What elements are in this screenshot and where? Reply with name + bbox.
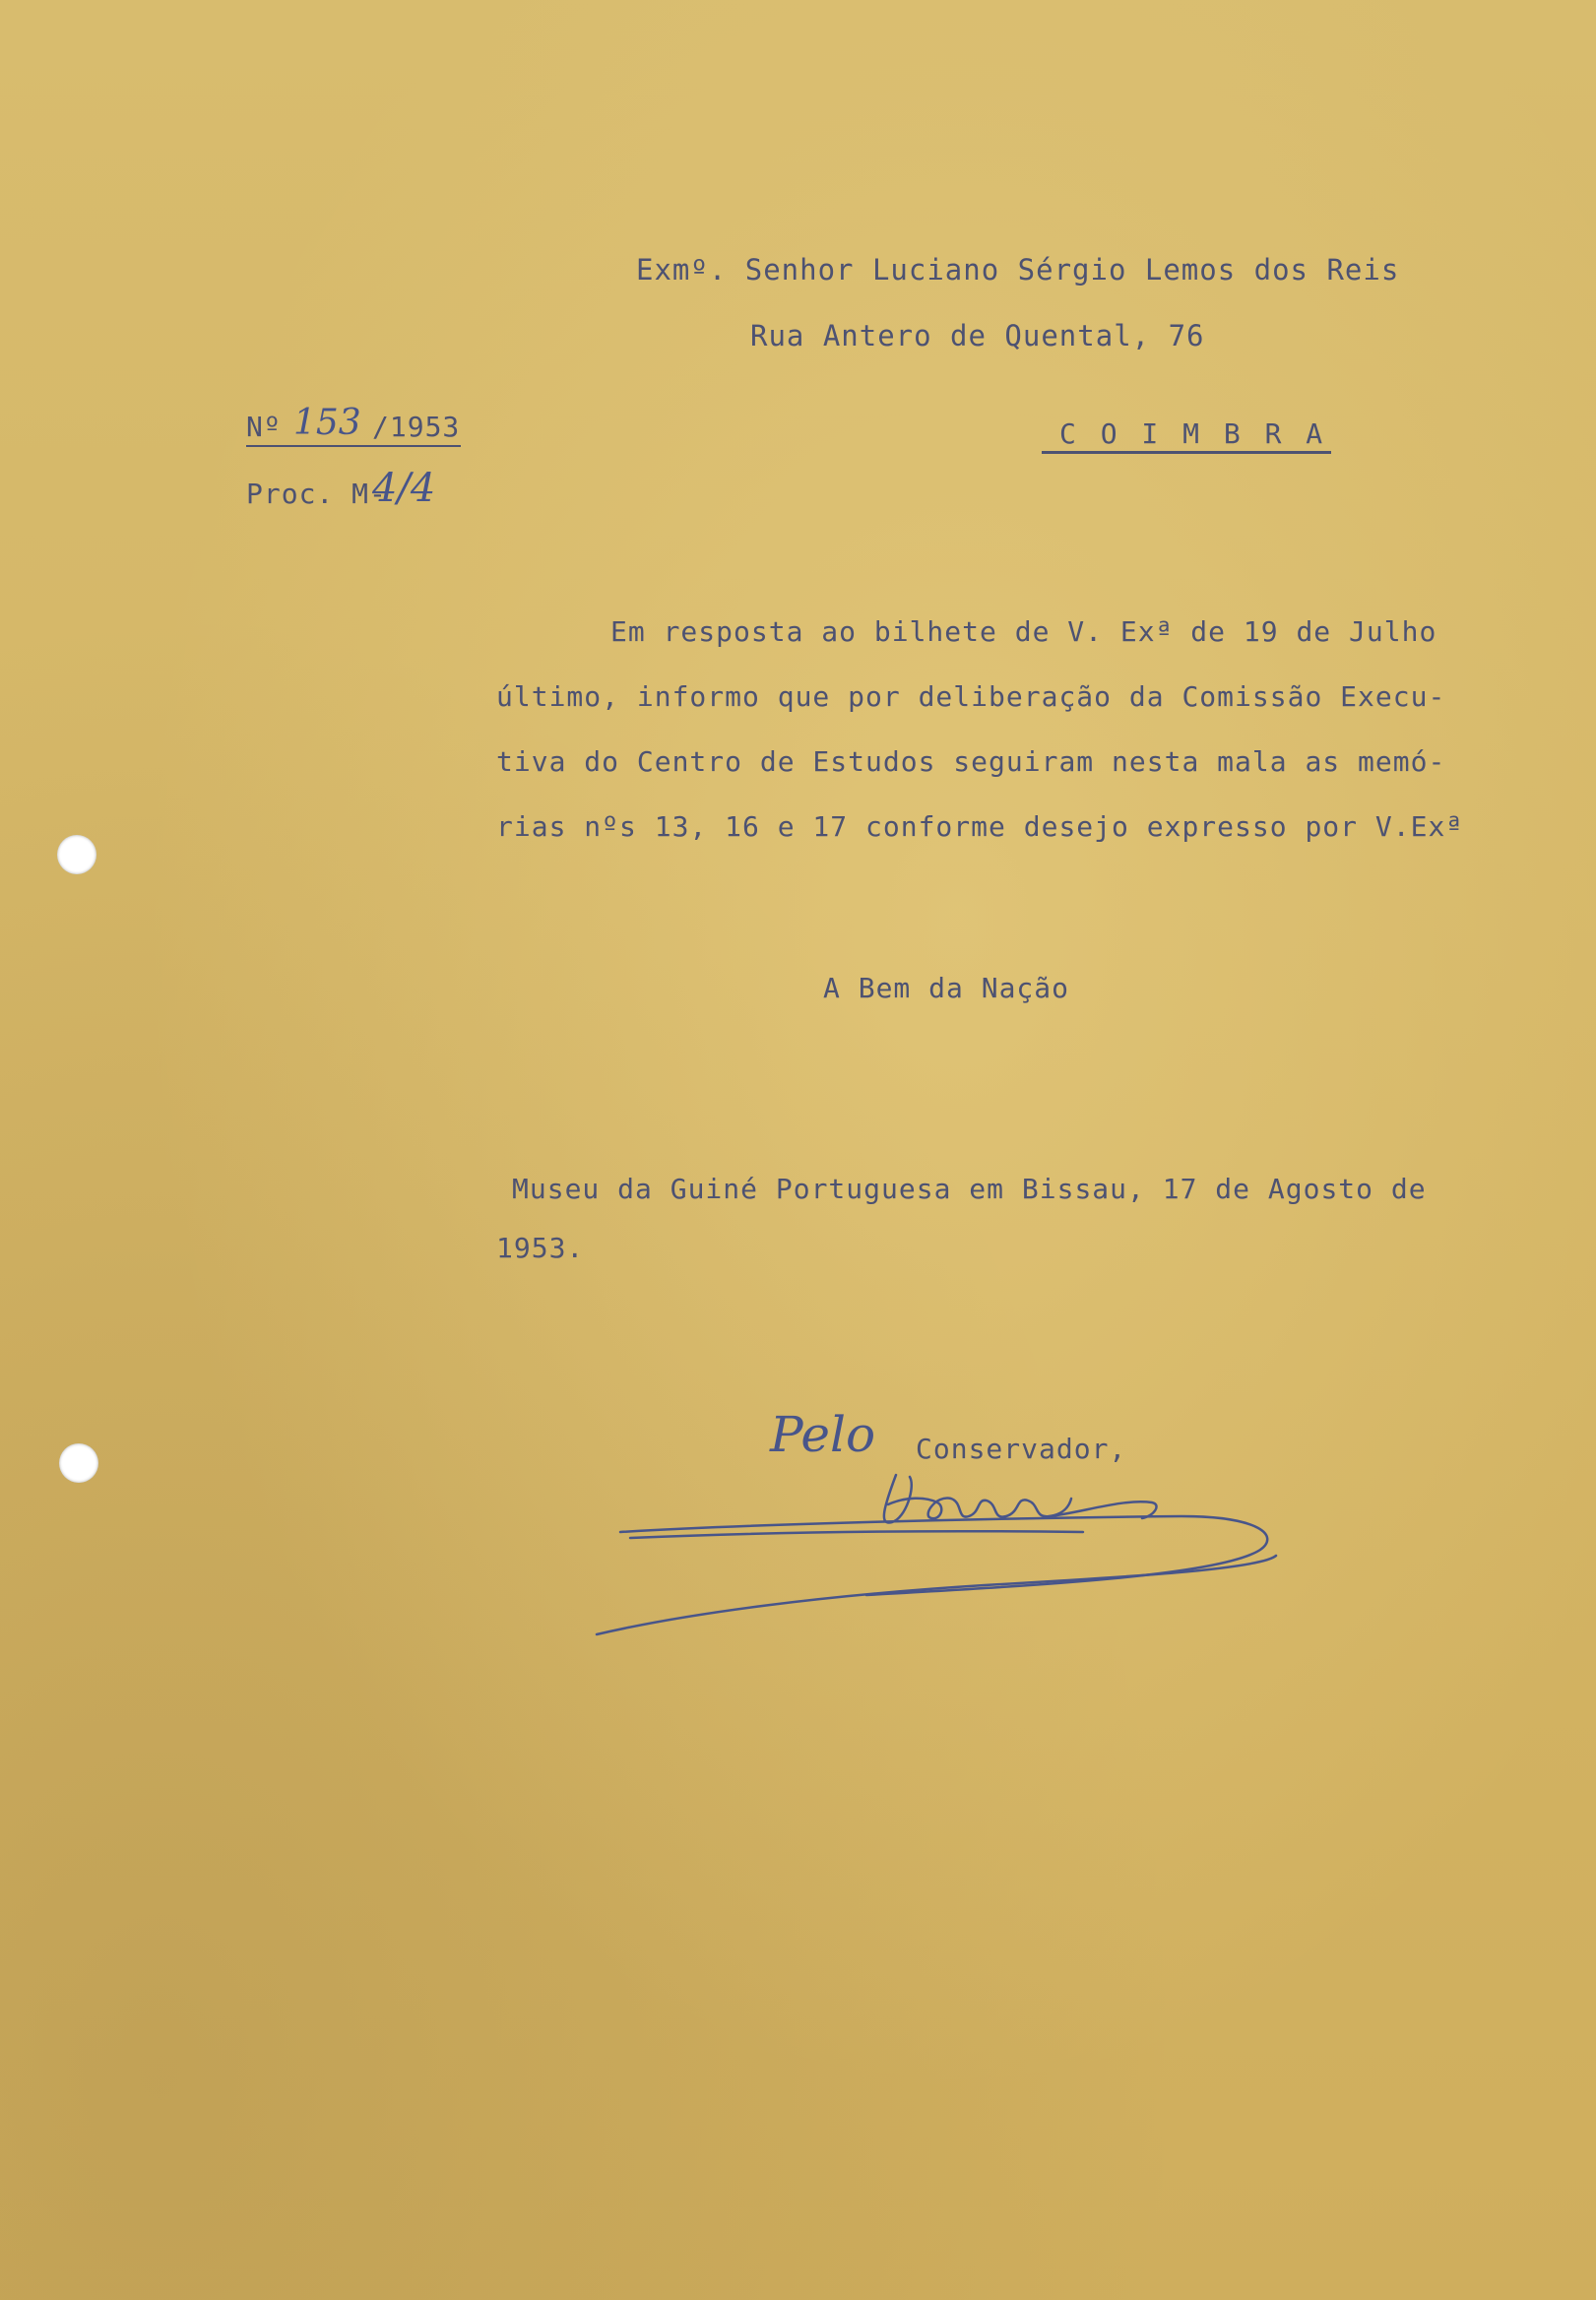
- body-line-3: tiva do Centro de Estudos seguiram nesta mala as memó-: [496, 745, 1446, 778]
- reference-underline: [246, 445, 461, 447]
- reference-number: [246, 403, 473, 453]
- reference-number-year: /1953: [372, 411, 461, 443]
- handwritten-signature: [571, 1447, 1300, 1664]
- addressee-line-2: Rua Antero de Quental, 76: [750, 319, 1205, 352]
- addressee-line-1: Exmº. Senhor Luciano Sérgio Lemos dos Reis: [636, 253, 1400, 287]
- addressee-city: C O I M B R A: [1059, 417, 1327, 450]
- reference-number-handwritten: 153: [293, 403, 361, 443]
- place-date-line-1: Museu da Guiné Portuguesa em Bissau, 17 de Agosto de: [512, 1173, 1427, 1205]
- process-reference: [246, 466, 473, 520]
- reference-number-prefix: Nº: [246, 411, 282, 443]
- punch-hole-bottom: [59, 1443, 98, 1483]
- signature-handwritten-prefix: Pelo: [770, 1406, 876, 1463]
- process-label: Proc. M-: [246, 478, 387, 510]
- signature-typed-title: Conservador,: [916, 1433, 1127, 1465]
- city-underline: [1042, 451, 1331, 454]
- body-line-1: Em resposta ao bilhete de V. Exª de 19 de Julho: [610, 615, 1437, 648]
- punch-hole-top: [57, 835, 96, 874]
- body-line-2: último, informo que por deliberação da Comissão Execu-: [496, 680, 1446, 713]
- body-line-4: rias nºs 13, 16 e 17 conforme desejo expresso por V.Exª: [496, 810, 1464, 843]
- process-handwritten: 4/4: [372, 466, 436, 511]
- place-date-line-2: 1953.: [496, 1232, 585, 1264]
- closing-phrase: A Bem da Nação: [823, 972, 1070, 1004]
